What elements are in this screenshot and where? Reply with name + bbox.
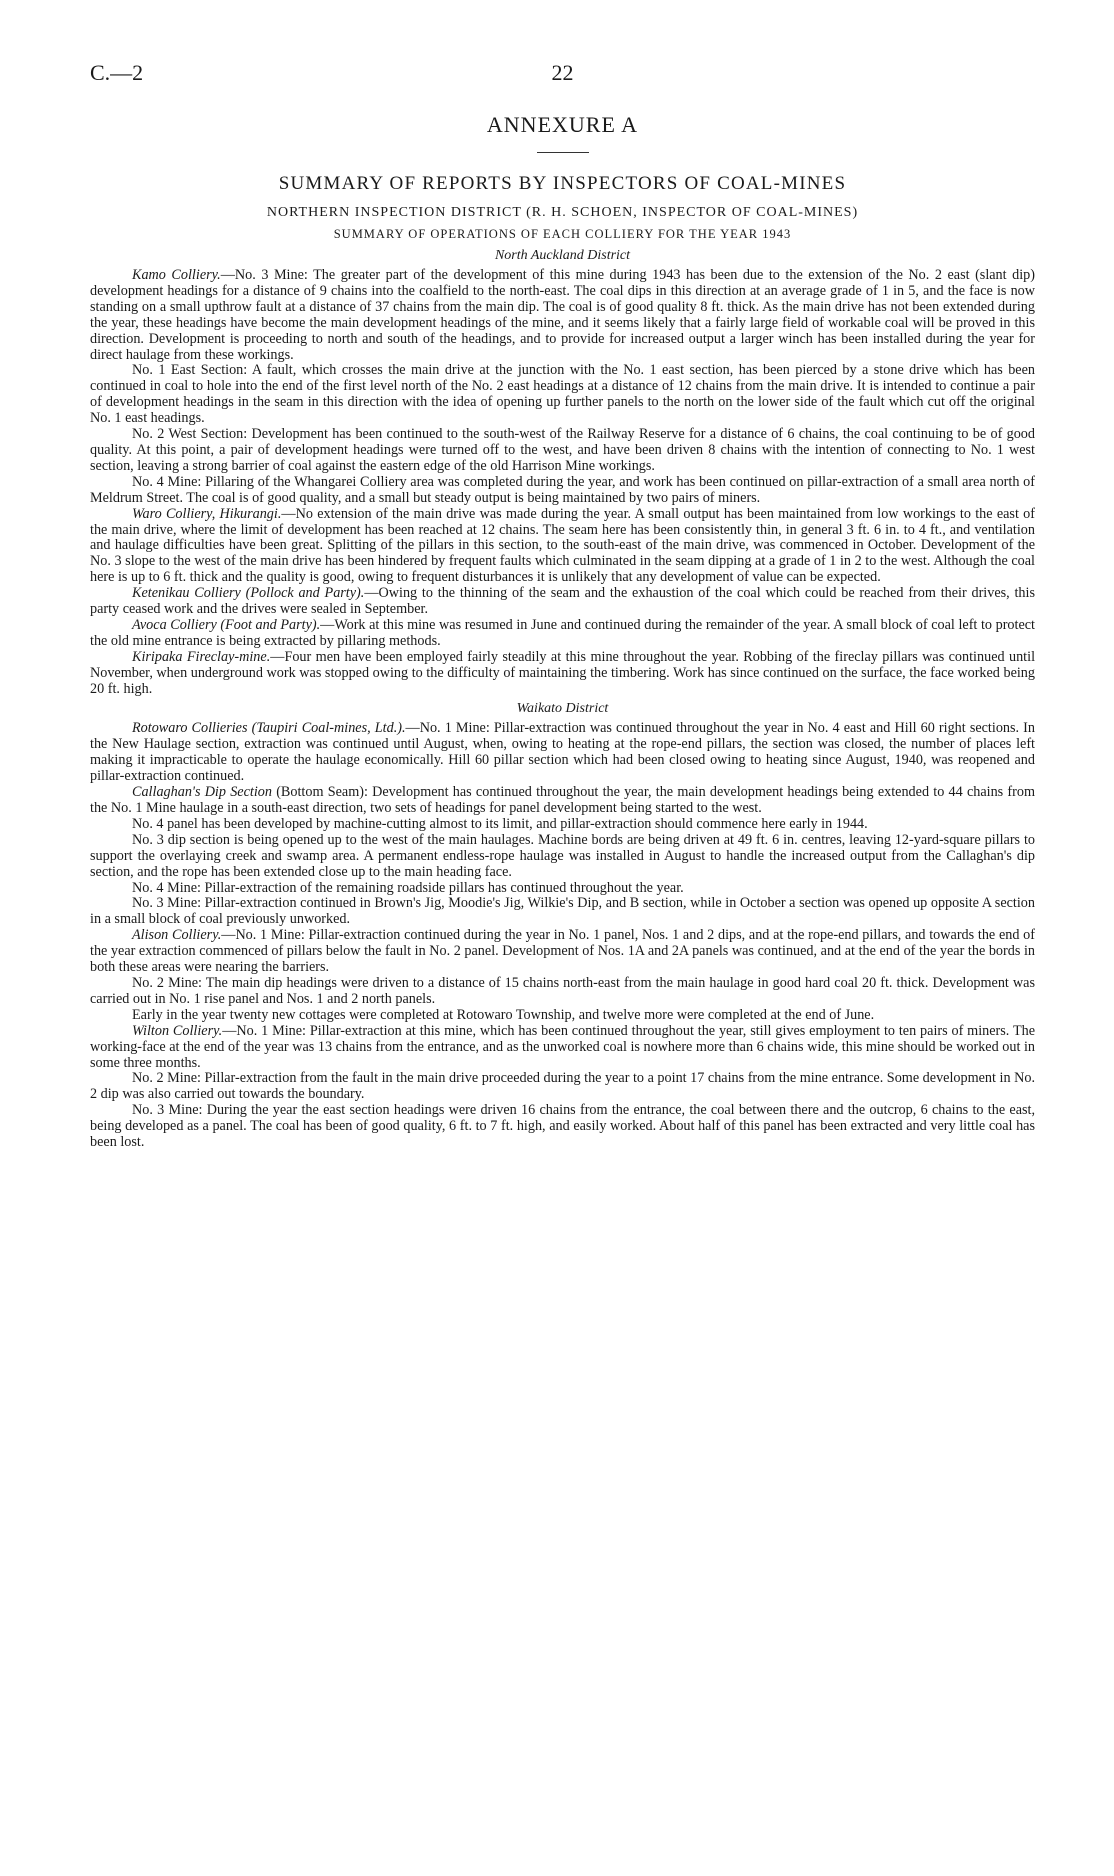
report-paragraph <box>90 650 1035 698</box>
paragraph-text: —No. 1 Mine: Pillar-extraction at this mine, which has been continued throughout the year, still gives employment to ten pairs of miners. The working-face at the end of the year was 13 chains from the entrance, and as the unworked coal is nowhere more than 6 chains wide, this mine should be worked out in some three months. <box>90 1022 1036 1071</box>
report-paragraph <box>90 427 1035 475</box>
colliery-name: Kamo Colliery. <box>132 267 221 283</box>
report-paragraph <box>90 721 1035 785</box>
report-paragraph <box>90 1008 1035 1024</box>
paragraph-text: —Work at this mine was resumed in June and continued during the remainder of the year. A small block of coal left to protect the old mine entrance is being extracted by pillaring methods. <box>90 616 1035 649</box>
paragraph-text: —No. 1 Mine: Pillar-extraction continued during the year in No. 1 panel, Nos. 1 and 2 dips, and at the rope-end pillars, and towards the end of the year extraction commenced of pillars below the fault in No. 2 panel. Development of Nos. 1A and 2A panels was continued, and at the end of the year the bords in both these areas were nearing the barriers. <box>90 927 1035 976</box>
paragraph-text: No. 4 Mine: Pillaring of the Whangarei Colliery area was completed during the year, and work has been continued on pillar-extraction of a small area north of Meldrum Street. The coal is of good quality, and a small but steady output is being maintained by two pairs of miners. <box>90 473 1035 506</box>
colliery-name: Avoca Colliery (Foot and Party). <box>132 616 321 633</box>
paragraph-text: —No. 3 Mine: The greater part of the development of this mine during 1943 has been due to the extension of the No. 2 east (slant dip) development headings for a distance of 9 chains into the coalfield to the north-east. The coal dips in this direction at an average grade of 1 in 5, and the face is now standing on a small upthrow fault at a distance of 37 chains from the main dip. The coal is of good quality 8 ft. thick. As the main drive has not been extended during the year, these headings have become the main development headings of the mine, and it seems likely that a fairly large field of workable coal will be proved in this direction. Development is proceeding to north and south of the headings, and to provide for increased output a larger winch has been installed during the year for direct haulage from these workings. <box>90 267 1035 363</box>
paragraph-text: No. 2 West Section: Development has been continued to the south-west of the Railway Reserve for a distance of 6 chains, the coal continuing to be of good quality. At this point, a pair of development headings were turned off to the west, and have been driven 8 chains with the intention of connecting to No. 1 west section, leaving a strong barrier of coal against the eastern edge of the old Harrison Mine workings. <box>90 426 1035 474</box>
page-number: 22 <box>551 60 574 85</box>
report-paragraph <box>90 785 1035 817</box>
paragraph-text: Early in the year twenty new cottages were completed at Rotowaro Township, and twelve more were completed at the end of June. <box>132 1006 875 1023</box>
district-subtitle: NORTHERN INSPECTION DISTRICT (R. H. SCHOEN, INSPECTOR OF COAL-MINES) <box>266 205 859 220</box>
summary-subtitle: SUMMARY OF OPERATIONS OF EACH COLLIERY FOR THE YEAR 1943 <box>333 227 792 241</box>
report-paragraph <box>90 618 1035 650</box>
report-paragraph <box>90 817 1035 833</box>
paragraph-text: —Four men have been employed fairly steadily at this mine throughout the year. Robbing of the fireclay pillars was continued until November, when underground work was stopped owing to the difficulty of maintaining the timbering. Work has since continued on the surface, the face worked being 20 ft. high. <box>90 648 1036 697</box>
page-header <box>90 60 1035 90</box>
report-paragraph <box>90 1103 1035 1151</box>
report-paragraph <box>90 881 1035 897</box>
report-paragraph <box>90 1071 1035 1103</box>
report-paragraph <box>90 976 1035 1008</box>
paragraph-text: No. 1 East Section: A fault, which crosses the main drive at the junction with the No. 1 east section, has been pierced by a stone drive which has been continued in coal to hole into the end of the first level north of the No. 2 east headings at a distance of 12 chains from the main drive. It is intended to continue a pair of development headings in the seam in this direction with the idea of opening up further panels to the north on the lower side of the fault which cut off the original No. 1 east headings. <box>90 362 1035 427</box>
colliery-name: Rotowaro Collieries (Taupiri Coal-mines, Ltd.). <box>132 720 406 737</box>
colliery-name: Callaghan's Dip Section <box>132 784 272 801</box>
paragraph-text: (Bottom Seam): Development has continued throughout the year, the main development headings being extended to 44 chains from the No. 1 Mine haulage in a south-east direction, two sets of headings for panel development being started to the west. <box>90 784 1035 816</box>
colliery-name: Wilton Colliery. <box>132 1022 223 1039</box>
heading-divider <box>537 152 589 153</box>
paragraph-text: No. 3 Mine: During the year the east section headings were driven 16 chains from the entrance, the coal between there and the outcrop, 6 chains to the east, being developed as a panel. The coal has been of good quality, 6 ft. to 7 ft. high, and easily worked. About half of this panel has been extracted and very little coal has been lost. <box>90 1102 1035 1151</box>
document-page <box>90 60 1035 1151</box>
report-paragraph <box>90 1024 1035 1072</box>
paragraph-text: No. 2 Mine: Pillar-extraction from the fault in the main drive proceeded during the year to a point 17 chains from the mine entrance. Some development in No. 2 dip was also carried out towards the boundary. <box>90 1070 1035 1103</box>
annexure-heading: ANNEXURE A <box>486 112 639 137</box>
colliery-name: Ketenikau Colliery (Pollock and Party). <box>132 585 365 602</box>
report-paragraph <box>90 363 1035 427</box>
report-paragraph <box>90 475 1035 507</box>
report-paragraph <box>90 268 1035 363</box>
document-code: C.—2 <box>90 60 144 85</box>
district-heading: North Auckland District <box>494 248 631 263</box>
document-title: SUMMARY OF REPORTS BY INSPECTORS OF COAL-MINES <box>278 173 847 194</box>
paragraph-text: No. 3 dip section is being opened up to the west of the main haulages. Machine bords are being driven at 49 ft. 6 in. centres, leaving 12-yard-square pillars to support the overlaying creek and swamp area. A permanent endless-rope haulage was installed in August to handle the increased output from the Callaghan's dip section, and the rope has been extended close up to the main heading face. <box>90 831 1035 880</box>
paragraph-text: —No extension of the main drive was made during the year. A small output has been maintained from low workings to the east of the main drive, where the limit of development has been reached at 12 chains. The seam here has been consistently thin, in general 3 ft. 6 in. to 4 ft., and ventilation and haulage difficulties have been great. Splitting of the pillars in this section, to the south-east of the main drive, was commenced in October. Development of the No. 3 slope to the west of the main drive has been hindered by frequent faults which culminated in the seam dipping at a grade of 1 in 2 to the west. Although the coal here is up to 6 ft. thick and the quality is good, owing to frequent disturbances it is unlikely that any development of value can be expected. <box>90 505 1035 586</box>
paragraph-text: —No. 1 Mine: Pillar-extraction was continued throughout the year in No. 4 east and Hill 60 right sections. In the New Haulage section, extraction was continued until August, when, owing to heating at the rope-end pillars, the section was closed, the number of places left making it impracticable to operate the haulage economically. Hill 60 pillar section which had been closed owing to heating since August, 1940, was reopened and pillar-extraction continued. <box>90 720 1035 785</box>
district-heading: Waikato District <box>516 701 609 717</box>
report-paragraph <box>90 896 1035 928</box>
colliery-name: Kiripaka Fireclay-mine. <box>132 648 271 665</box>
paragraph-text: No. 4 Mine: Pillar-extraction of the remaining roadside pillars has continued throughout the year. <box>132 879 684 896</box>
colliery-name: Waro Colliery, Hikurangi. <box>132 505 282 522</box>
report-paragraph <box>90 928 1035 976</box>
report-paragraph <box>90 507 1035 587</box>
colliery-name: Alison Colliery. <box>132 927 222 944</box>
paragraph-text: No. 4 panel has been developed by machine-cutting almost to its limit, and pillar-extraction should commence here early in 1944. <box>132 815 868 832</box>
paragraph-text: No. 2 Mine: The main dip headings were driven to a distance of 15 chains north-east from the main haulage in good hard coal 20 ft. thick. Development was carried out in No. 1 rise panel and Nos. 1 and 2 north panels. <box>90 974 1035 1007</box>
report-paragraph <box>90 833 1035 881</box>
paragraph-text: —Owing to the thinning of the seam and the exhaustion of the coal which could be reached from their drives, this party ceased work and the drives were sealed in September. <box>90 585 1035 618</box>
paragraph-text: No. 3 Mine: Pillar-extraction continued in Brown's Jig, Moodie's Jig, Wilkie's Dip, and B section, while in October a section was opened up opposite A section in a small block of coal previously unworked. <box>90 895 1035 928</box>
report-body <box>90 248 1035 1151</box>
report-paragraph <box>90 586 1035 618</box>
